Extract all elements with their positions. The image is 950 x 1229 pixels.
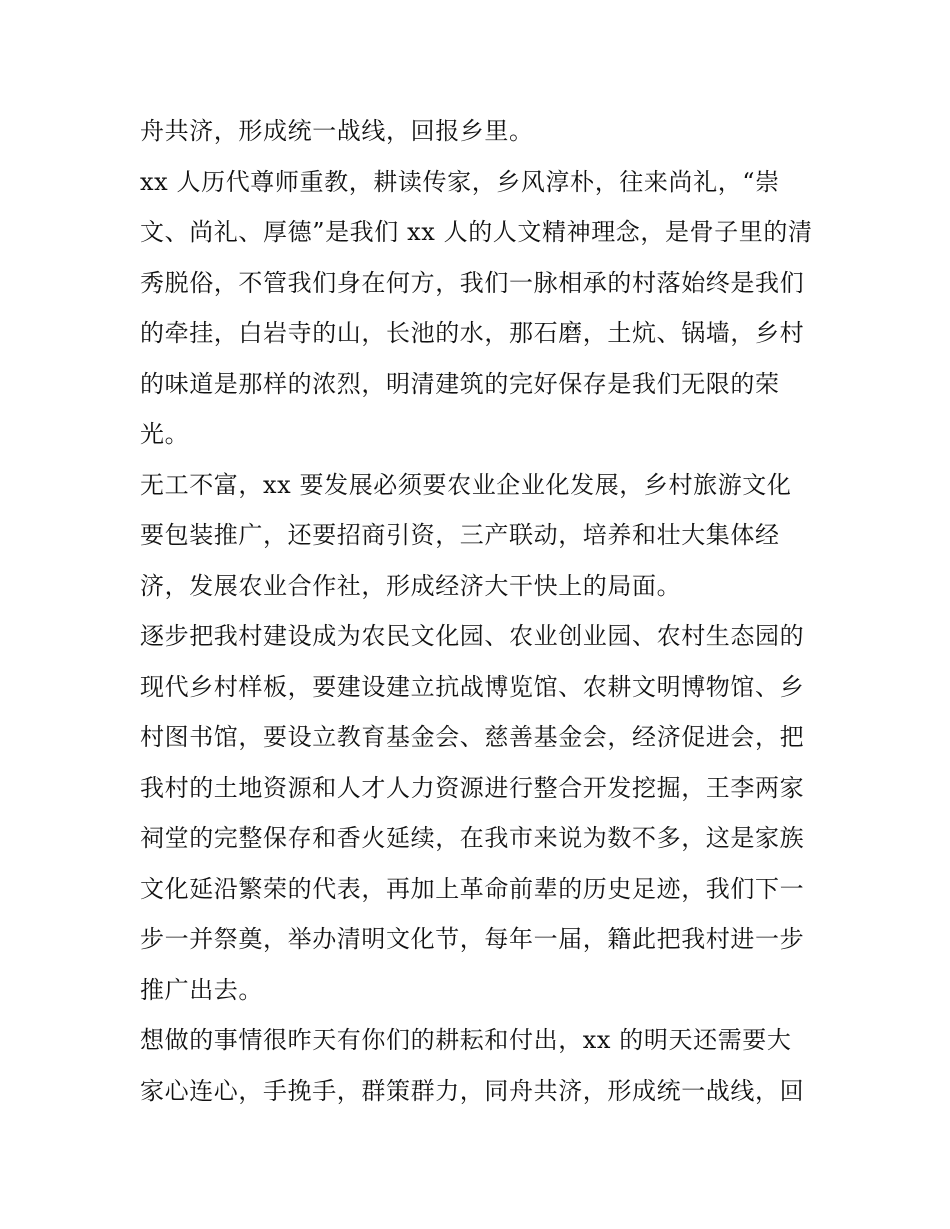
text-line: 济，发展农业合作社，形成经济大干快上的局面。: [140, 571, 682, 600]
text-line: 的牵挂，白岩寺的山，长池的水，那石磨，土炕、锅墙，乡村: [140, 319, 805, 347]
text-line: 光。: [140, 420, 190, 448]
text-line: 步一并祭奠，举办清明文化节，每年一届，籍此把我村进一步: [140, 925, 805, 953]
text-line: 秀脱俗，不管我们身在何方，我们一脉相承的村落始终是我们: [140, 268, 805, 297]
text-line: 想做的事情很昨天有你们的耕耘和付出，xx 的明天还需要大: [140, 1026, 792, 1054]
text-line: 村图书馆，要设立教育基金会、慈善基金会，经济促进会，把: [140, 723, 805, 751]
text-line: xx 人历代尊师重教，耕读传家，乡风淳朴，往来尚礼，“崇: [140, 167, 780, 196]
text-line: 现代乡村样板，要建设建立抗战博览馆、农耕文明博物馆、乡: [140, 672, 805, 701]
text-line: 的味道是那样的浓烈，明清建筑的完好保存是我们无限的荣: [140, 369, 780, 398]
text-line: 祠堂的完整保存和香火延续，在我市来说为数不多，这是家族: [140, 824, 805, 852]
document-body: [140, 106, 820, 1116]
text-line: 要包装推广，还要招商引资，三产联动，培养和壮大集体经: [140, 521, 780, 549]
text-line: 家心连心，手挽手，群策群力，同舟共济，形成统一战线，回: [140, 1076, 805, 1105]
text-line: 我村的土地资源和人才人力资源进行整合开发挖掘，王李两家: [140, 773, 805, 802]
text-line: 无工不富，xx 要发展必须要农业企业化发展，乡村旅游文化: [140, 470, 792, 499]
text-line: 推广出去。: [140, 975, 263, 1004]
text-line: 文化延沿繁荣的代表，再加上革命前辈的历史足迹，我们下一: [140, 874, 805, 903]
text-line: 逐步把我村建设成为农民文化园、农业创业园、农村生态园的: [140, 622, 805, 650]
text-line: 文、尚礼、厚德”是我们 xx 人的人文精神理念，是骨子里的清: [140, 218, 813, 246]
text-line: 舟共济，形成统一战线，回报乡里。: [140, 117, 534, 145]
